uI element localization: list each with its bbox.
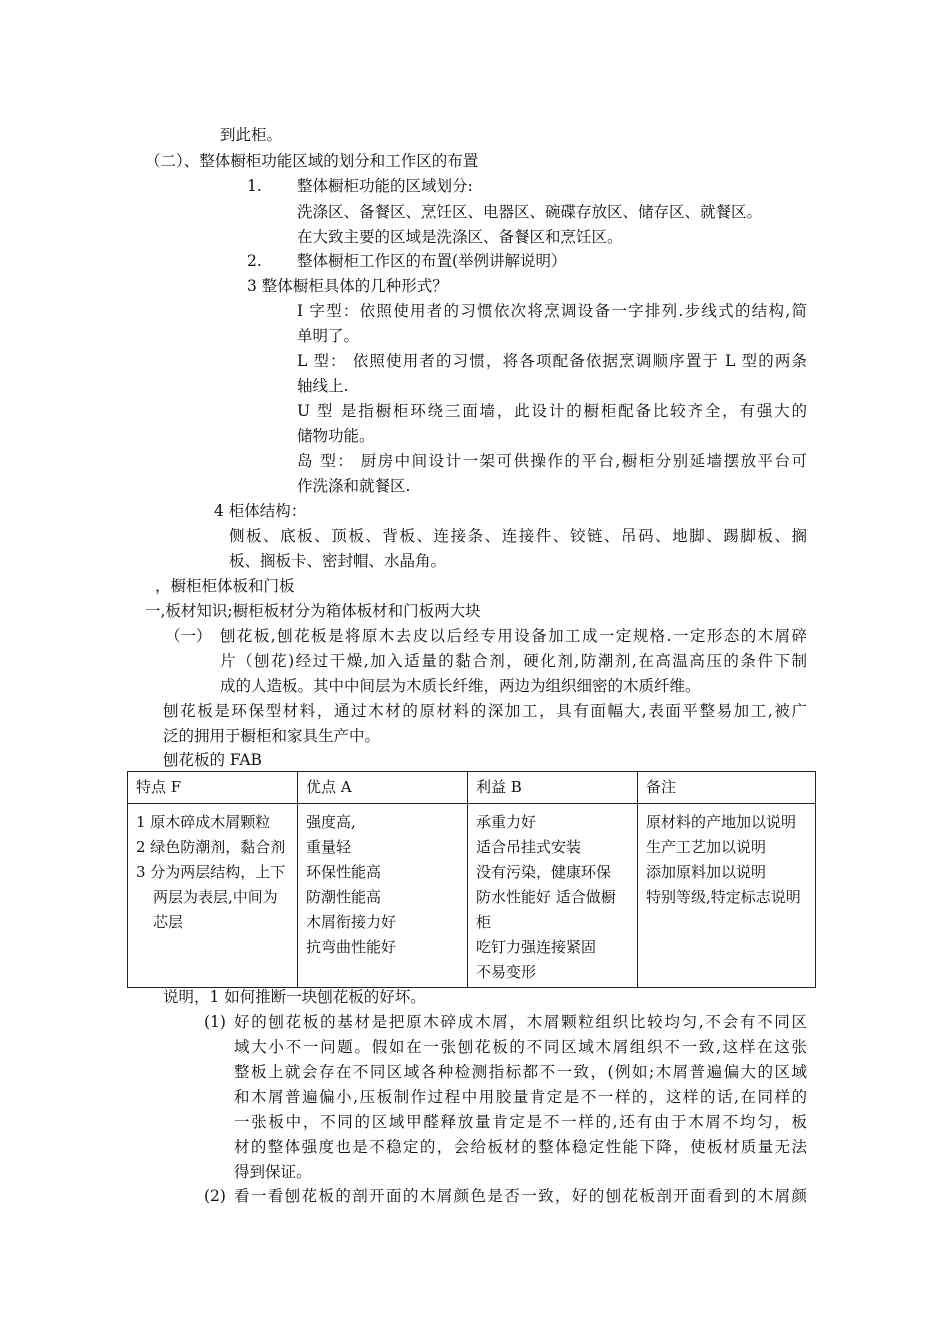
text-line: 单明了。 [297,327,360,345]
advantage-item: 强度高, [306,813,356,831]
advantage-item: 抗弯曲性能好 [306,938,397,956]
text-line: 轴线上. [297,377,349,395]
text-line: 到此柜。 [220,126,283,144]
text-line: 片（刨花)经过干燥,加入适量的黏合剂，硬化剂,防潮剂,在高温高压的条件下制 [220,652,807,670]
text-line: 整板上就会存在不同区域各种检测指标都不一致，(例如;木屑普遍偏大的区域 [234,1063,807,1081]
note-item: 生产工艺加以说明 [646,838,767,856]
text-line: 看一看刨花板的剖开面的木屑颜色是否一致，好的刨花板剖开面看到的木屑颜 [234,1187,807,1205]
text-line: 洗涤区、备餐区、烹饪区、电器区、碗碟存放区、储存区、就餐区。 [297,203,763,221]
text-line: 作洗涤和就餐区. [297,477,411,495]
table-caption: 刨花板的 FAB [163,751,262,769]
text-line: L 型： 依照使用者的习惯，将各项配备依据烹调顺序置于 L 型的两条 [297,352,807,370]
feature-item: 3 分为两层结构，上下两层为表层,中间为芯层 [136,863,286,931]
advantage-item: 重量轻 [306,838,352,856]
table-cell-benefit [468,804,638,988]
advantage-item: 环保性能高 [306,863,382,881]
text-line: 好的刨花板的基材是把原木碎成木屑，木屑颗粒组织比较均匀,不会有不同区 [234,1013,807,1031]
text-line: 刨花板,刨花板是将原木去皮以后经专用设备加工成一定规格.一定形态的木屑碎 [220,627,807,645]
text-line: U 型 是指橱柜环绕三面墙，此设计的橱柜配备比较齐全，有强大的 [297,402,807,420]
table-header-row [128,772,816,804]
text-line: 侧板、底板、顶板、背板、连接条、连接件、铰链、吊码、地脚、踢脚板、搁 [229,527,807,545]
list-item-text: 整体橱柜工作区的布置(举例讲解说明） [297,252,567,270]
list-number: 1. [247,177,262,195]
section-heading: （二）、整体橱柜功能区域的划分和工作区的布置 [145,152,479,170]
note-item: 添加原料加以说明 [646,863,767,881]
table-cell-note [638,804,816,988]
advantage-item: 木屑衔接力好 [306,913,397,931]
section-heading: 一,板材知识;橱柜板材分为箱体板材和门板两大块 [145,602,481,620]
text-line: 在大致主要的区域是洗涤区、备餐区和烹饪区。 [297,228,623,246]
list-number: 2. [247,252,262,270]
sub-heading: 4 柜体结构： [214,502,307,520]
text-line: 储物功能。 [297,427,375,445]
sub-heading: 3 整体橱柜具体的几种形式？ [247,277,448,295]
text-line: 和木屑普遍偏小,压板制作过程中用胶量肯定是不一样的，这样的话,在同样的 [234,1088,807,1106]
benefit-item: 适合吊挂式安装 [476,838,582,856]
benefit-item: 防水性能好 适合做橱柜 [476,888,616,931]
header-cell-advantage: 优点 A [298,772,468,804]
list-number: （一） [165,627,212,645]
benefit-item: 承重力好 [476,813,537,831]
list-item-text: 整体橱柜功能的区域划分: [297,177,473,195]
text-line: 成的人造板。其中中间层为木质长纤维，两边为组织细密的木质纤维。 [220,677,701,695]
table-cell-feature [128,804,298,988]
list-number: (1) [204,1013,226,1031]
text-line: 域大小不一问题。假如在一张刨花板的不同区域木屑组织不一致,这样在这张 [234,1038,807,1056]
benefit-item: 没有污染，健康环保 [476,863,612,881]
text-line: I 字型：依照使用者的习惯依次将烹调设备一字排列.步线式的结构,简 [297,302,807,320]
benefit-item: 不易变形 [476,963,537,981]
fab-table [127,771,816,988]
text-line: 刨花板是环保型材料，通过木材的原材料的深加工，具有面幅大,表面平整易加工,被广 [163,702,807,720]
header-cell-benefit: 利益 B [468,772,638,804]
text-line: 泛的拥用于橱柜和家具生产中。 [163,727,381,745]
text-line: 板、搁板卡、密封帽、水晶角。 [229,552,447,570]
note-item: 原材料的产地加以说明 [646,813,797,831]
text-line: 材的整体强度也是不稳定的，会给板材的整体稳定性能下降，使板材质量无法 [234,1138,807,1156]
section-heading: ，橱柜柜体板和门板 [155,577,295,595]
sub-heading: 说明，1 如何推断一块刨花板的好坏。 [163,988,426,1006]
text-line: 一张板中，不同的区域甲醛释放量肯定是不一样的,还有由于木屑不均匀，板 [234,1113,807,1131]
header-cell-note: 备注 [638,772,816,804]
header-cell-feature: 特点 F [128,772,298,804]
feature-item: 1 原木碎成木屑颗粒 [136,813,271,831]
table-row [128,804,816,988]
list-number: (2) [204,1187,226,1205]
table-cell-advantage [298,804,468,988]
benefit-item: 吃钉力强连接紧固 [476,938,597,956]
text-line: 得到保证。 [234,1163,312,1181]
feature-item: 2 绿色防潮剂，黏合剂 [136,838,286,856]
text-line: 岛 型： 厨房中间设计一架可供操作的平台,橱柜分别延墙摆放平台可 [297,452,807,470]
note-item: 特别等级,特定标志说明 [646,888,801,906]
advantage-item: 防潮性能高 [306,888,382,906]
